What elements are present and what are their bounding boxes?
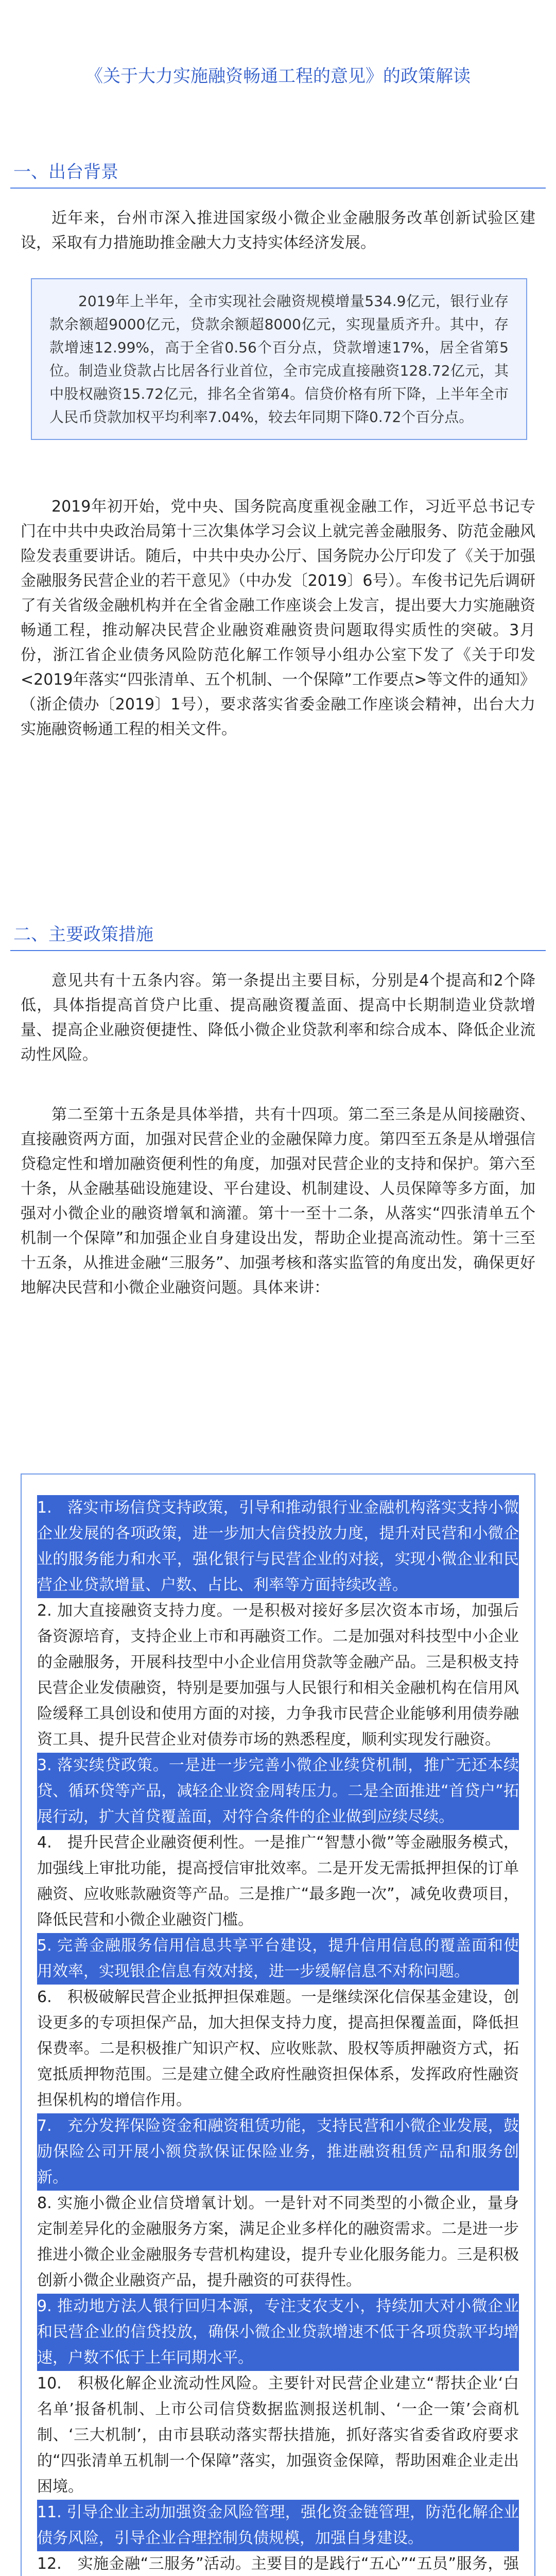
measure-item: 2. 加大直接融资支持力度。一是积极对接好多层次资本市场，加强后备资源培育，支持企业上市和再融资工作。二是加强对科技型中小企业的金融服务，开展科技型中小企业信用贷款等金融产品。三是积极支持民营企业发债融资，特别是要加强与人民银行和相关金融机构在信用风险缓释工具创设和使用方面的对接，力争我市民营企业能够利用债券融资工具、提升民营企业对债券市场的熟悉程度，顺利实现发行融资。 xyxy=(37,1602,519,1749)
measure-item: 10. 积极化解企业流动性风险。主要针对民营企业建立“帮扶企业‘白名单’报备机制、上市公司信贷数据监测报送机制、‘一企一策’会商机制、‘三大机制’，由市县联动落实帮扶措施，抓好落实省委省政府要求的“四张清单五机制一个保障”落实，加强资金保障，帮助困难企业走出困境。 xyxy=(37,2375,519,2496)
measure-item: 5. 完善金融服务信用信息共享平台建设，提升信用信息的覆盖面和使用效率，实现银企信息有效对接，进一步缓解信息不对称问题。 xyxy=(37,1933,519,1985)
statistics-text: 2019年上半年，全市实现社会融资规模增量534.9亿元，银行业存款余额超9000亿元，贷款余额超8000亿元，实现量质齐升。其中，存款增速12.99%，高于全省0.56个百分点，贷款增速17%，居全省第5位。制造业贷款占比居各行业首位，全市完成直接融资128.72亿元，其中股权融资15.72亿元，排名全省第4。信贷价格有所下降，上半年全市人民币贷款加权平均利率7.04%，较去年同期下降0.72个百分点。 xyxy=(49,293,509,426)
measure-item: 6. 积极破解民营企业抵押担保难题。一是继续深化信保基金建设，创设更多的专项担保产品，加大担保支持力度，提高担保覆盖面，降低担保费率。二是积极推广知识产权、应收账款、股权等质押融资方式，拓宽抵质押物范围。三是建立健全政府性融资担保体系，发挥政府性融资担保机构的增信作用。 xyxy=(37,1988,519,2109)
paragraph: 意见共有十五条内容。第一条提出主要目标，分别是4个提高和2个降低，具体指提高首贷户比重、提高融资覆盖面、提高中长期制造业贷款增量、提高企业融资便捷性、降低小微企业贷款利率和综合成本、降低企业流动性风险。 xyxy=(21,972,535,1064)
page-title: 《关于大力实施融资畅通工程的意见》的政策解读 xyxy=(85,66,471,87)
measure-item: 3. 落实续贷政策。一是进一步完善小微企业续贷机制，推广无还本续贷、循环贷等产品，减轻企业资金周转压力。二是全面推进“首贷户”拓展行动，扩大首贷覆盖面，对符合条件的企业做到应续尽续。 xyxy=(37,1753,519,1830)
paragraph: 近年来，台州市深入推进国家级小微企业金融服务改革创新试验区建设，采取有力措施助推金融大力支持实体经济发展。 xyxy=(21,209,535,252)
section-title: 一、出台背景 xyxy=(13,161,118,182)
section-heading-measures xyxy=(10,917,153,948)
policy-paragraph-2 xyxy=(21,1103,535,1300)
paragraph: 2019年初开始，党中央、国务院高度重视金融工作，习近平总书记专门在中共中央政治局第十三次集体学习会议上就完善金融服务、防范金融风险发表重要讲话。随后，中共中央办公厅、国务院办公厅印发了《关于加强金融服务民营企业的若干意见》（中办发〔2019〕6号）。车俊书记先后调研了有关省级金融机构并在全省金融工作座谈会上发言，提出要大力实施融资畅通工程，推动解决民营企业融资难融资贵问题取得实质性的突破。3月份，浙江省企业债务风险防范化解工作领导小组办公室下发了《关于印发<2019年落实“四张清单、五个机制、一个保障”工作要点>等文件的通知》（浙企债办〔2019〕1号），要求落实省委金融工作座谈会精神，出台大力实施融资畅通工程的相关文件。 xyxy=(21,498,535,738)
measures-list xyxy=(21,1473,535,2576)
measure-item: 12. 实施金融“三服务”活动。主要目的是践行“五心”“五员”服务，强 xyxy=(37,2555,519,2573)
section-divider xyxy=(10,950,546,951)
statistics-box xyxy=(31,278,527,440)
measure-item: 11. 引导企业主动加强资金风险管理，强化资金链管理，防范化解企业债务风险，引导企业合理控制负债规模，加强自身建设。 xyxy=(37,2500,519,2551)
background-paragraph-2 xyxy=(21,495,535,742)
section-title: 二、主要政策措施 xyxy=(13,924,153,945)
policy-paragraph-1 xyxy=(21,969,535,1067)
section-divider xyxy=(10,188,546,189)
background-intro xyxy=(21,206,535,256)
measure-item: 9. 推动地方法人银行回归本源，专注支农支小，持续加大对小微企业和民营企业的信贷投放，确保小微企业贷款增速不低于各项贷款平均增速，户数不低于上年同期水平。 xyxy=(37,2294,519,2371)
measure-item: 1. 落实市场信贷支持政策，引导和推动银行业金融机构落实支持小微企业发展的各项政策，进一步加大信贷投放力度，提升对民营和小微企业的服务能力和水平，强化银行与民营企业的对接，实现小微企业和民营企业贷款增量、户数、占比、利率等方面持续改善。 xyxy=(37,1495,519,1598)
section-heading-background xyxy=(10,155,118,185)
measure-item: 7. 充分发挥保险资金和融资租赁功能，支持民营和小微企业发展，鼓励保险公司开展小额贷款保证保险业务，推进融资租赁产品和服务创新。 xyxy=(37,2113,519,2191)
measure-item: 4. 提升民营企业融资便利性。一是推广“智慧小微”等金融服务模式，加强线上审批功能，提高授信审批效率。二是开发无需抵押担保的订单融资、应收账款融资等产品。三是推广“最多跑一次”，减免收费项目，降低民营和小微企业融资门槛。 xyxy=(37,1834,519,1929)
measure-item: 8. 实施小微企业信贷增氧计划。一是针对不同类型的小微企业，量身定制差异化的金融服务方案，满足企业多样化的融资需求。二是进一步推进小微企业金融服务专营机构建设，提升专业化服务能力。三是积极创新小微企业融资产品，提升融资的可获得性。 xyxy=(37,2194,519,2290)
paragraph: 第二至第十五条是具体举措，共有十四项。第二至三条是从间接融资、直接融资两方面，加强对民营企业的金融保障力度。第四至五条是从增强信贷稳定性和增加融资便利性的角度，加强对民营企业的支持和保护。第六至十条，从金融基础设施建设、平台建设、机制建设、人员保障等多方面，加强对小微企业的融资增氧和滴灌。第十一至十二条，从落实“四张清单五个机制一个保障”和加强企业自身建设出发，帮助企业提高流动性。第十三至十五条，从推进金融“三服务”、加强考核和落实监管的角度出发，确保更好地解决民营和小微企业融资问题。具体来讲： xyxy=(21,1106,535,1297)
